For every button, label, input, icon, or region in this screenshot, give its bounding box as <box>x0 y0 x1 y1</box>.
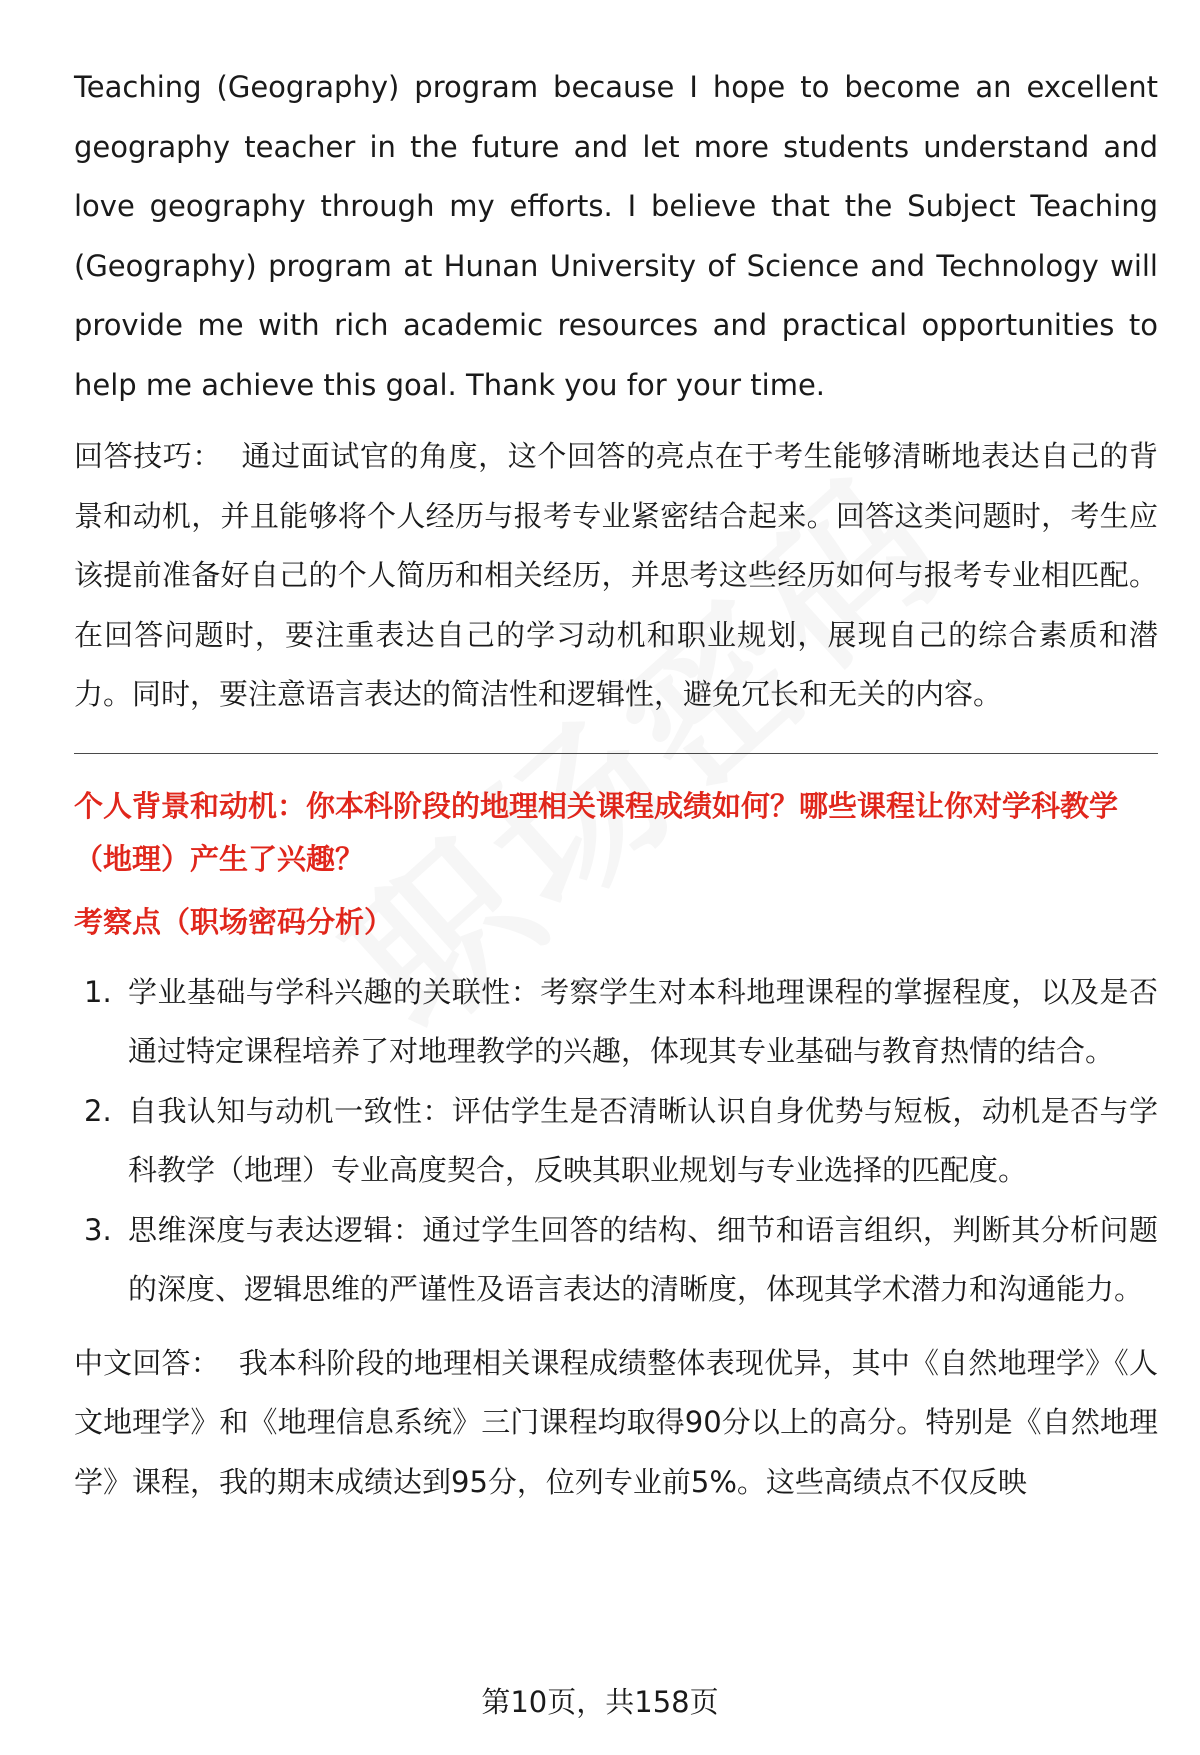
chinese-answer-block <box>74 1334 1158 1513</box>
list-item-text: 自我认知与动机一致性：评估学生是否清晰认识自身优势与短板，动机是否与学科教学（地理）专业高度契合，反映其职业规划与专业选择的匹配度。 <box>128 1093 1158 1187</box>
list-item <box>74 1082 1158 1201</box>
question-title: 个人背景和动机：你本科阶段的地理相关课程成绩如何？哪些课程让你对学科教学（地理）产生了兴趣？ <box>74 788 1119 876</box>
intro-english-paragraph: Teaching (Geography) program because I hope to become an excellent geography teacher in the future and let more students understand and love geography through my efforts. I believe that the Subject Teaching (Geography) program at Hunan University of Science and Technology will provide me with rich academic resources and practical opportunities to help me achieve this goal. Thank you for your time. <box>74 70 1158 402</box>
list-item-text: 思维深度与表达逻辑：通过学生回答的结构、细节和语言组织，判断其分析问题的深度、逻辑思维的严谨性及语言表达的清晰度，体现其学术潜力和沟通能力。 <box>128 1212 1158 1306</box>
list-item <box>74 963 1158 1082</box>
chinese-answer-paragraph <box>74 1334 1158 1513</box>
answer-text: 我本科阶段的地理相关课程成绩整体表现优异，其中《自然地理学》《人文地理学》和《地理信息系统》三门课程均取得90分以上的高分。特别是《自然地理学》课程，我的期末成绩达到95分，位列专业前5%。这些高绩点不仅反映 <box>74 1345 1158 1499</box>
tips-paragraph <box>74 427 1158 725</box>
page-footer: 第10页，共158页 <box>481 1685 719 1719</box>
examination-points-heading: 考察点（职场密码分析） <box>74 904 394 939</box>
section-divider <box>74 753 1158 754</box>
tips-label: 回答技巧： <box>74 439 222 473</box>
list-item-number: 1. <box>84 974 112 1009</box>
list-item <box>74 1201 1158 1320</box>
list-item-number: 3. <box>84 1212 112 1247</box>
list-item-number: 2. <box>84 1093 112 1128</box>
list-item-text: 学业基础与学科兴趣的关联性：考察学生对本科地理课程的掌握程度，以及是否通过特定课程培养了对地理教学的兴趣，体现其专业基础与教育热情的结合。 <box>128 974 1158 1068</box>
examination-points-list <box>74 963 1158 1320</box>
document-page <box>74 58 1158 1512</box>
tips-text: 通过面试官的角度，这个回答的亮点在于考生能够清晰地表达自己的背景和动机，并且能够将个人经历与报考专业紧密结合起来。回答这类问题时，考生应该提前准备好自己的个人简历和相关经历，并思考这些经历如何与报考专业相匹配。在回答问题时，要注重表达自己的学习动机和职业规划，展现自己的综合素质和潜力。同时，要注意语言表达的简洁性和逻辑性，避免冗长和无关的内容。 <box>74 439 1158 711</box>
answer-label: 中文回答： <box>74 1345 220 1380</box>
